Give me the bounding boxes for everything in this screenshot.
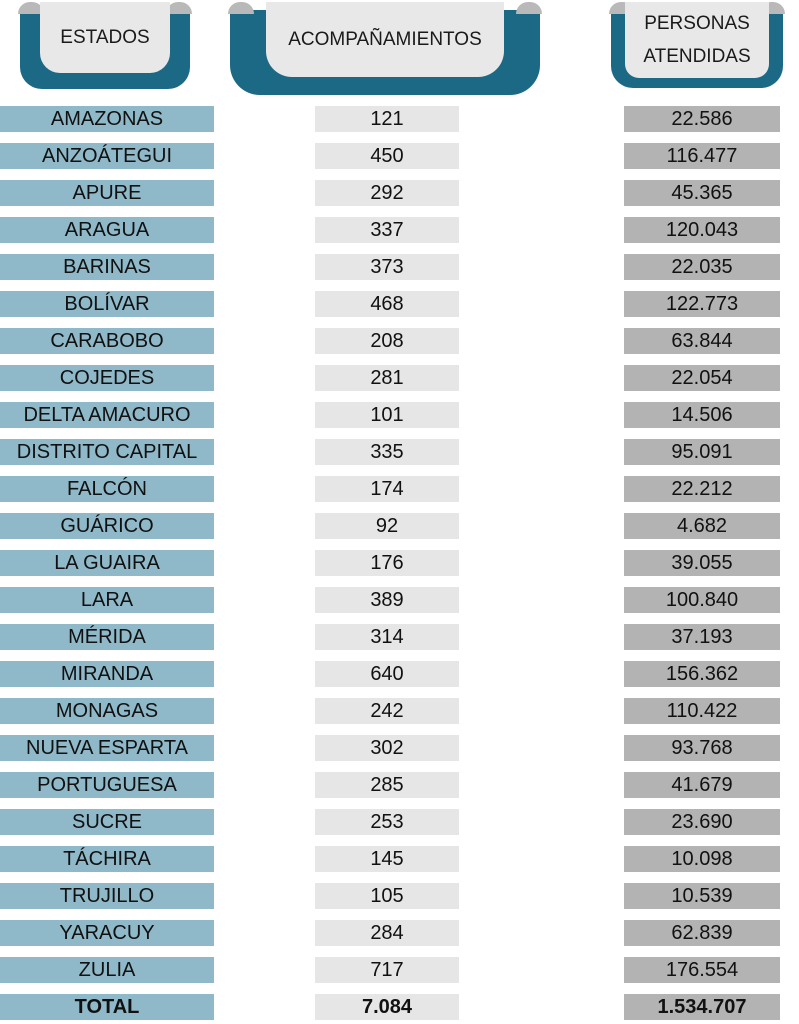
table-row (0, 957, 799, 983)
personas-cell: 63.844 (624, 328, 780, 354)
acompanamientos-cell: 285 (315, 772, 459, 798)
acompanamientos-cell: 292 (315, 180, 459, 206)
total-personas-cell: 1.534.707 (624, 994, 780, 1020)
table-row (0, 217, 799, 243)
header-personas-label (625, 2, 769, 78)
personas-cell: 23.690 (624, 809, 780, 835)
table-row (0, 883, 799, 909)
table-row (0, 402, 799, 428)
personas-cell: 41.679 (624, 772, 780, 798)
acompanamientos-cell: 640 (315, 661, 459, 687)
personas-cell: 22.035 (624, 254, 780, 280)
table-row (0, 291, 799, 317)
estado-cell: DISTRITO CAPITAL (0, 439, 214, 465)
personas-cell: 156.362 (624, 661, 780, 687)
acompanamientos-cell: 302 (315, 735, 459, 761)
table-row (0, 698, 799, 724)
estado-cell: BOLÍVAR (0, 291, 214, 317)
estado-cell: YARACUY (0, 920, 214, 946)
table-row (0, 550, 799, 576)
header-personas-atendidas (611, 2, 783, 88)
acompanamientos-cell: 281 (315, 365, 459, 391)
personas-cell: 116.477 (624, 143, 780, 169)
total-estado-cell: TOTAL (0, 994, 214, 1020)
table-row (0, 365, 799, 391)
personas-cell: 37.193 (624, 624, 780, 650)
acompanamientos-cell: 176 (315, 550, 459, 576)
personas-cell: 93.768 (624, 735, 780, 761)
header-personas-line2: ATENDIDAS (643, 46, 751, 67)
personas-cell: 22.586 (624, 106, 780, 132)
estado-cell: SUCRE (0, 809, 214, 835)
table-row (0, 846, 799, 872)
personas-cell: 39.055 (624, 550, 780, 576)
estado-cell: CARABOBO (0, 328, 214, 354)
table-row (0, 587, 799, 613)
estado-cell: APURE (0, 180, 214, 206)
estado-cell: ANZOÁTEGUI (0, 143, 214, 169)
acompanamientos-cell: 717 (315, 957, 459, 983)
estado-cell: TRUJILLO (0, 883, 214, 909)
acompanamientos-cell: 92 (315, 513, 459, 539)
table-row (0, 920, 799, 946)
estado-cell: MÉRIDA (0, 624, 214, 650)
estado-cell: NUEVA ESPARTA (0, 735, 214, 761)
estado-cell: LA GUAIRA (0, 550, 214, 576)
header-estados (20, 2, 190, 89)
acompanamientos-cell: 242 (315, 698, 459, 724)
estado-cell: ARAGUA (0, 217, 214, 243)
personas-cell: 122.773 (624, 291, 780, 317)
table-row (0, 476, 799, 502)
estado-cell: LARA (0, 587, 214, 613)
personas-cell: 22.212 (624, 476, 780, 502)
estado-cell: DELTA AMACURO (0, 402, 214, 428)
table-row (0, 772, 799, 798)
acompanamientos-cell: 373 (315, 254, 459, 280)
total-acompanamientos-cell: 7.084 (315, 994, 459, 1020)
acompanamientos-cell: 253 (315, 809, 459, 835)
header-personas-line1: PERSONAS (644, 13, 750, 34)
acompanamientos-cell: 389 (315, 587, 459, 613)
header-acompanamientos-lip-left (228, 2, 254, 14)
acompanamientos-cell: 468 (315, 291, 459, 317)
estado-cell: COJEDES (0, 365, 214, 391)
estado-cell: GUÁRICO (0, 513, 214, 539)
personas-cell: 10.539 (624, 883, 780, 909)
table-row (0, 143, 799, 169)
total-row (0, 994, 799, 1020)
table-row (0, 809, 799, 835)
table-row (0, 328, 799, 354)
estado-cell: AMAZONAS (0, 106, 214, 132)
header-acompanamientos-lip-right (516, 2, 542, 14)
acompanamientos-cell: 105 (315, 883, 459, 909)
header-acompanamientos-label: ACOMPAÑAMIENTOS (266, 2, 504, 77)
estado-cell: MIRANDA (0, 661, 214, 687)
estado-cell: FALCÓN (0, 476, 214, 502)
table-row (0, 439, 799, 465)
personas-cell: 120.043 (624, 217, 780, 243)
personas-cell: 62.839 (624, 920, 780, 946)
estado-cell: MONAGAS (0, 698, 214, 724)
acompanamientos-cell: 314 (315, 624, 459, 650)
personas-cell: 4.682 (624, 513, 780, 539)
personas-cell: 95.091 (624, 439, 780, 465)
personas-cell: 10.098 (624, 846, 780, 872)
estado-cell: PORTUGUESA (0, 772, 214, 798)
table-row (0, 624, 799, 650)
acompanamientos-cell: 337 (315, 217, 459, 243)
header-estados-label: ESTADOS (40, 2, 170, 73)
table-row (0, 106, 799, 132)
estado-cell: ZULIA (0, 957, 214, 983)
acompanamientos-cell: 450 (315, 143, 459, 169)
acompanamientos-cell: 101 (315, 402, 459, 428)
table-row (0, 513, 799, 539)
header-acompanamientos (230, 2, 540, 95)
estado-cell: TÁCHIRA (0, 846, 214, 872)
acompanamientos-cell: 208 (315, 328, 459, 354)
acompanamientos-cell: 121 (315, 106, 459, 132)
acompanamientos-cell: 284 (315, 920, 459, 946)
personas-cell: 14.506 (624, 402, 780, 428)
personas-cell: 176.554 (624, 957, 780, 983)
personas-cell: 100.840 (624, 587, 780, 613)
estado-cell: BARINAS (0, 254, 214, 280)
personas-cell: 110.422 (624, 698, 780, 724)
table-row (0, 661, 799, 687)
acompanamientos-cell: 145 (315, 846, 459, 872)
acompanamientos-cell: 335 (315, 439, 459, 465)
personas-cell: 45.365 (624, 180, 780, 206)
personas-cell: 22.054 (624, 365, 780, 391)
table-row (0, 180, 799, 206)
table-row (0, 254, 799, 280)
table-row (0, 735, 799, 761)
acompanamientos-cell: 174 (315, 476, 459, 502)
